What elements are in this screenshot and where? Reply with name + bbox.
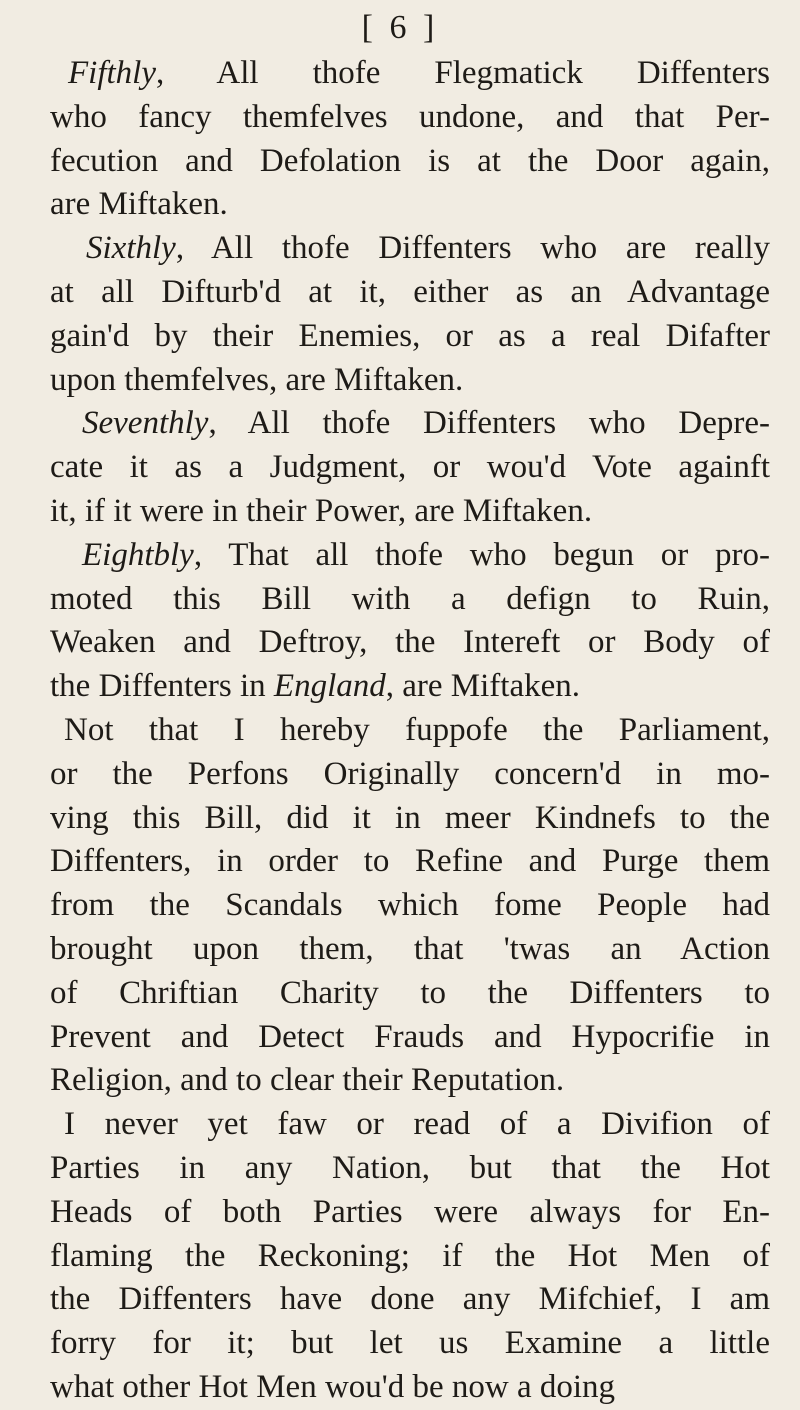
text-line-content: cate it as a Judgment, or wou'd Vote againft: [50, 449, 770, 486]
text-line-content: Prevent and Detect Frauds and Hypocrifie in: [50, 1018, 770, 1055]
text-line-content: ving this Bill, did it in meer Kindnefs to the: [50, 799, 770, 836]
text-line: [50, 840, 770, 884]
text-line-content: , All thofe Flegmatick Diffenters: [155, 55, 770, 91]
text-line: [50, 621, 770, 665]
text-line: [50, 227, 770, 271]
text-line-content: forry for it; but let us Examine a little: [50, 1325, 770, 1362]
text-line: [50, 797, 770, 841]
text-line-content: from the Scandals which fome People had: [50, 887, 770, 924]
text-line-lead: Eightbly: [82, 536, 194, 573]
text-line: [50, 1235, 770, 1279]
text-line-lead: Seventhly: [82, 405, 209, 442]
text-line-content: , All thofe Diffenters who are really: [175, 230, 770, 267]
text-line-emphasis: England: [273, 668, 386, 705]
text-line-content: who fancy themfelves undone, and that Per-: [50, 98, 770, 135]
text-line: [50, 1147, 770, 1191]
text-line-content: or the Perfons Originally concern'd in mo-: [50, 755, 770, 792]
text-line-content: gain'd by their Enemies, or as a real Difafter: [50, 317, 770, 354]
text-line: [50, 183, 770, 227]
text-line: [50, 753, 770, 797]
text-line-content: Diffenters, in order to Refine and Purge them: [50, 843, 770, 880]
text-line-content: it, if it were in their Power, are Miftaken.: [50, 492, 593, 529]
text-line: [50, 402, 770, 446]
text-line: [50, 928, 770, 972]
body-text: [50, 52, 770, 1410]
text-line-content: of Chriftian Charity to the Diffenters to: [50, 974, 770, 1011]
text-line: [50, 1103, 770, 1147]
text-line: [50, 972, 770, 1016]
text-line: [50, 359, 770, 403]
text-line-content: , All thofe Diffenters who Depre-: [208, 405, 770, 442]
text-line: [50, 490, 770, 534]
text-line-content: Religion, and to clear their Reputation.: [50, 1062, 565, 1099]
text-line-content: Parties in any Nation, but that the Hot: [50, 1149, 770, 1186]
text-line-content: the Diffenters in: [50, 668, 274, 705]
text-line-content: Heads of both Parties were always for En-: [50, 1193, 770, 1230]
text-line: [50, 709, 770, 753]
text-line-content: fecution and Defolation is at the Door again,: [50, 142, 770, 179]
text-line: [50, 1278, 770, 1322]
text-line: [50, 96, 770, 140]
text-line-content: I never yet faw or read of a Divifion of: [64, 1106, 770, 1143]
text-line: [50, 884, 770, 928]
text-line-content: Not that I hereby fuppofe the Parliament,: [64, 711, 770, 748]
text-line: [50, 1191, 770, 1235]
text-line: [50, 1366, 770, 1410]
text-line-lead: Fifthly: [68, 55, 156, 91]
text-line-content: upon themfelves, are Miftaken.: [50, 361, 464, 398]
text-line-content: moted this Bill with a defign to Ruin,: [50, 580, 770, 617]
text-line: [50, 578, 770, 622]
text-line-content: Weaken and Deftroy, the Intereft or Body of: [50, 624, 770, 661]
text-line: [50, 140, 770, 184]
text-line: [50, 1059, 770, 1103]
text-line-content: at all Difturb'd at it, either as an Advantage: [50, 273, 770, 310]
text-line-content: what other Hot Men wou'd be now a doing: [50, 1368, 616, 1405]
text-line-content: , That all thofe who begun or pro-: [193, 536, 770, 573]
text-line: [50, 1016, 770, 1060]
text-line-tail: , are Miftaken.: [385, 668, 580, 705]
text-line: [50, 1322, 770, 1366]
text-line: [50, 534, 770, 578]
page-number: [ 6 ]: [361, 9, 439, 46]
text-line-content: flaming the Reckoning; if the Hot Men of: [50, 1237, 770, 1274]
text-line-content: brought upon them, that 'twas an Action: [50, 930, 770, 967]
text-line-content: are Miftaken.: [50, 186, 228, 223]
text-line: [50, 665, 770, 709]
text-line: [50, 315, 770, 359]
text-line: [50, 446, 770, 490]
text-line-lead: Sixthly: [86, 230, 176, 267]
text-line-content: the Diffenters have done any Mifchief, I am: [50, 1281, 770, 1318]
text-line: [50, 271, 770, 315]
text-line: [50, 52, 770, 96]
